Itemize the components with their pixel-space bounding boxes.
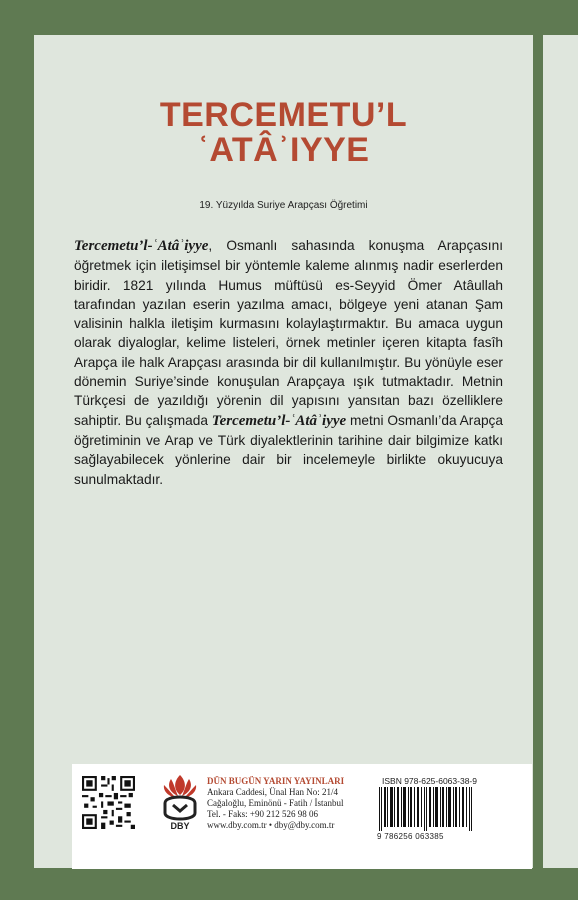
blurb-part-2: metni Osmanlı’da Arapça öğretiminin ve Arap ve Türk diyalektlerinin tarihine dair bilgimize katkı sağlayabilecek yönlerine dair bir incelemeyle birlikte okuyucuya sunulmaktadır. (74, 412, 504, 487)
qr-code-icon (82, 776, 135, 829)
barcode-icon (377, 787, 477, 831)
logo-text: DBY (170, 821, 190, 831)
book-title-italic: Tercemetu’l-ʿAtâʾiyye (74, 238, 209, 254)
publisher-footer (72, 764, 532, 869)
isbn-label: ISBN 978-625-6063-38-9 (382, 776, 477, 786)
blurb-text (74, 236, 503, 489)
isbn-digits: 9 786256 063385 (377, 832, 444, 841)
subtitle: 19. Yüzyılda Suriye Arapçası Öğretimi (199, 200, 368, 211)
publisher-logo (157, 771, 203, 831)
adjacent-cover-edge (543, 35, 578, 868)
web-email: www.dby.com.tr • dby@dby.com.tr (207, 820, 335, 830)
back-cover (34, 35, 533, 868)
blurb-part-1: , Osmanlı sahasında konuşma Arapçasını öğretmek için iletişimsel bir yöntemle kaleme alınmış nadir eserlerden biridir. 1821 yılında Humus müftüsü es-Seyyid Ömer Atâullah tarafından yazılan eserin yazılma amacı, bölgeye yeni atanan Şam valisinin halkla iletişim kurmasını kolaylaştırmaktır. Bu amaca uygun olarak diyaloglar, kelime listeleri, örnek metinler içeren kitapta fasîh Arapça ile halk Arapçası arasında bir dil kullanılmıştır. Bu yönüyle eser dönemin Suriye’sinde konuşulan Arapçaya ışık tutmaktadır. Metnin Türkçesi de yazıldığı yörenin dil yapısını yansıtan bazı özelliklere sahiptir. Bu çalışmada (74, 238, 503, 428)
book-title-italic-2: Tercemetu’l-ʿAtâʾiyye (211, 412, 347, 429)
title-line-1: TERCEMETU’L (159, 96, 408, 134)
title-line-2: ʿATÂʾIYYE (197, 131, 370, 169)
publisher-info (207, 776, 357, 831)
phone-fax: Tel. - Faks: +90 212 526 98 06 (207, 809, 318, 819)
publisher-name: DÜN BUGÜN YARIN YAYINLARI (207, 776, 345, 786)
address-line-1: Ankara Caddesi, Ünal Han No: 21/4 (207, 787, 338, 797)
address-line-2: Cağaloğlu, Eminönü - Fatih / İstanbul (207, 798, 344, 808)
